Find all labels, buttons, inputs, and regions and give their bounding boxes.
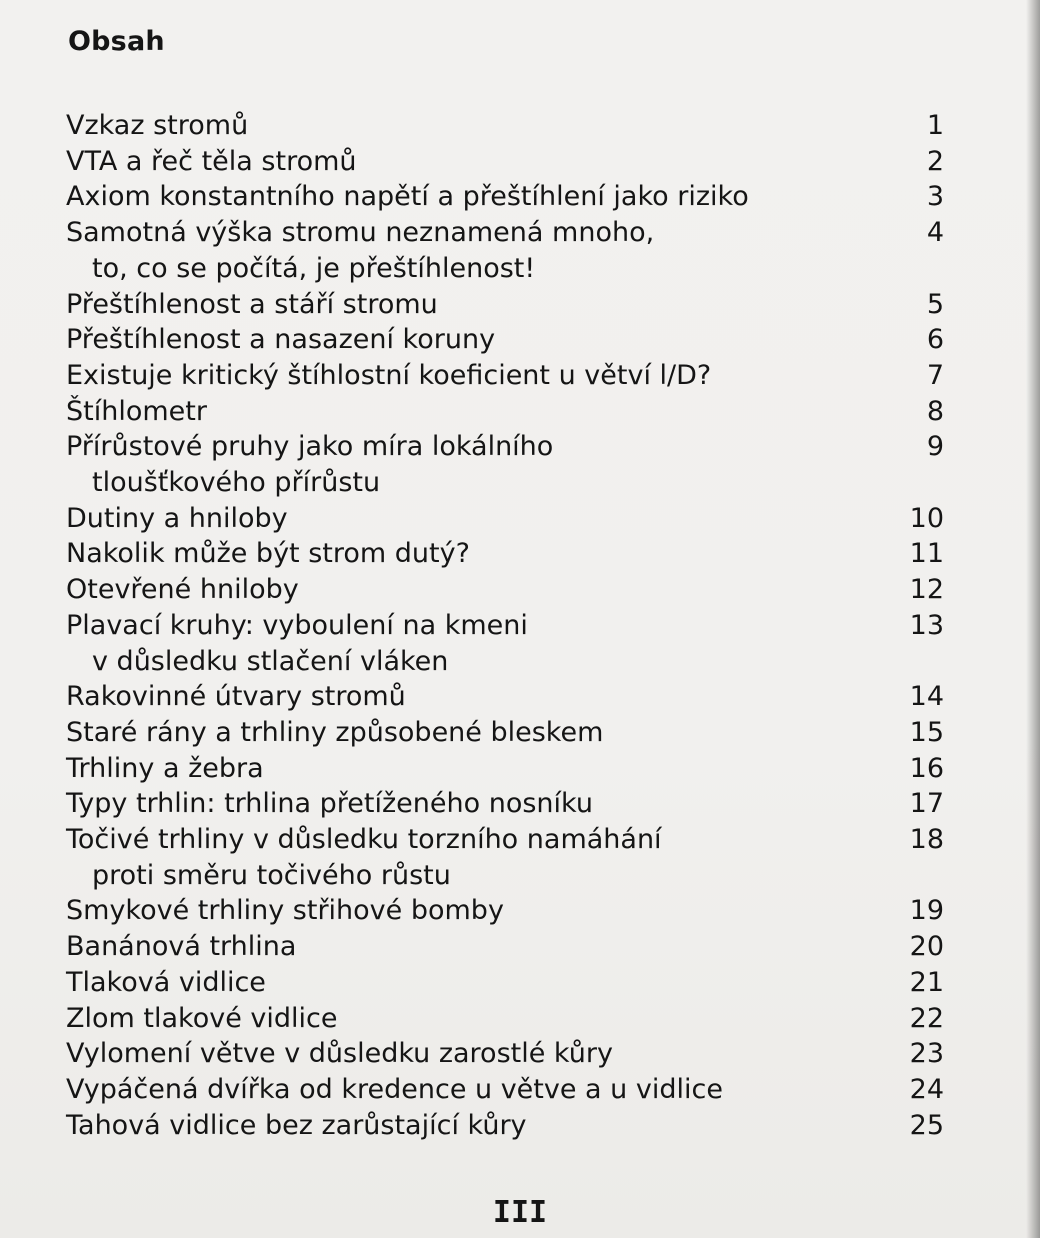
toc-entry-page: 25 <box>909 1109 944 1141</box>
toc-entry-page: 14 <box>909 681 944 713</box>
toc-entry-line <box>0 715 1040 751</box>
toc-entry-line <box>0 929 1040 965</box>
toc-entry-page: 20 <box>909 931 944 963</box>
toc-entry-line <box>0 572 1040 608</box>
toc-entry-line <box>0 965 1040 1001</box>
page-number: III <box>492 1195 548 1230</box>
toc-entry-line <box>0 1108 1040 1144</box>
toc-entry-page: 4 <box>926 217 944 249</box>
toc-entry-title: Vzkaz stromů <box>66 110 249 141</box>
toc-entry-title: tloušťkového přírůstu <box>92 467 381 498</box>
toc-entry-page: 6 <box>926 324 944 356</box>
toc-entry-title: proti směru točivého růstu <box>92 859 451 891</box>
toc-entry-title: Trhliny a žebra <box>66 752 264 784</box>
toc-entry-title: Staré rány a trhliny způsobené bleskem <box>66 716 604 748</box>
toc-entry-title: Smykové trhliny střihové bomby <box>66 895 504 927</box>
toc-entry-title: Existuje kritický štíhlostní koeficient u větví l/D? <box>66 359 712 391</box>
toc-entry-title: Přírůstové pruhy jako míra lokálního <box>66 431 554 463</box>
toc-entry-title: Vylomení větve v důsledku zarostlé kůry <box>66 1038 613 1070</box>
toc-entry-page: 18 <box>909 824 944 855</box>
toc-entry-title: Axiom konstantního napětí a přeštíhlení jako riziko <box>66 181 749 213</box>
toc-entry-page: 22 <box>909 1002 944 1034</box>
toc-entry-line <box>0 858 1040 894</box>
toc-entry-line <box>0 751 1040 787</box>
toc-entry-page: 21 <box>909 966 944 998</box>
toc-entry-title: Rakovinné útvary stromů <box>66 681 406 713</box>
toc-entry-title: Dutiny a hniloby <box>66 502 288 534</box>
toc-entry-page: 1 <box>926 110 944 141</box>
toc-entry-page: 12 <box>909 574 944 606</box>
toc-entry-title: Nakolik může být strom dutý? <box>66 538 470 570</box>
toc-entry-line <box>0 429 1040 465</box>
toc-entry-title: Tlaková vidlice <box>66 966 266 998</box>
toc-entry-title: Tahová vidlice bez zarůstající kůry <box>66 1109 527 1141</box>
toc-entry-page: 9 <box>926 431 944 463</box>
toc-entry-line <box>0 1036 1040 1072</box>
toc-entry-line <box>0 644 1040 680</box>
toc-entry-line <box>0 358 1040 394</box>
toc-entry-page: 13 <box>909 609 944 641</box>
toc-entry-line <box>0 1001 1040 1037</box>
toc-entry-line <box>0 287 1040 323</box>
toc-entry-title: Typy trhlin: trhlina přetíženého nosníku <box>66 788 593 820</box>
toc-entry-line <box>0 608 1040 644</box>
toc-entry-title: to, co se počítá, je přeštíhlenost! <box>92 252 536 284</box>
toc-entry-page: 15 <box>909 716 944 748</box>
toc-entry-title: Otevřené hniloby <box>66 574 299 606</box>
toc-entry-title: Samotná výška stromu neznamená mnoho, <box>66 217 655 249</box>
toc-entry-page: 7 <box>926 359 944 391</box>
toc-entry-line <box>0 679 1040 715</box>
toc-entry-page: 3 <box>926 181 944 213</box>
toc-entry-title: Zlom tlakové vidlice <box>66 1002 338 1034</box>
toc-entry-page: 23 <box>909 1038 944 1070</box>
toc-entry-line <box>0 1072 1040 1108</box>
toc-entry-line <box>0 501 1040 537</box>
toc-entry-title: Plavací kruhy: vyboulení na kmeni <box>66 609 528 641</box>
toc-entry-title: Banánová trhlina <box>66 931 297 963</box>
toc-entry-title: VTA a řeč těla stromů <box>66 145 357 177</box>
toc-entry-line <box>0 822 1040 858</box>
toc-entry-line <box>0 251 1040 287</box>
toc-entry-line <box>0 179 1040 215</box>
toc-entry-page: 11 <box>909 538 944 570</box>
toc-entry-line <box>0 144 1040 180</box>
toc-entry-page: 5 <box>926 288 944 320</box>
toc-entry-line <box>0 322 1040 358</box>
toc-entry-line <box>0 786 1040 822</box>
toc-entry-line <box>0 465 1040 501</box>
toc-entry-line <box>0 536 1040 572</box>
toc-entry-page: 24 <box>909 1073 944 1105</box>
toc-entry-page: 17 <box>909 788 944 820</box>
toc-entry-line <box>0 394 1040 430</box>
toc-entry-line <box>0 108 1040 144</box>
toc-entry-title: Přeštíhlenost a nasazení koruny <box>66 324 496 356</box>
toc-entry-line <box>0 893 1040 929</box>
toc-entry-page: 10 <box>909 502 944 534</box>
toc-entry-page: 2 <box>926 145 944 177</box>
toc-entry-page: 19 <box>909 895 944 927</box>
toc-entry-page: 16 <box>909 752 944 784</box>
toc-entry-title: Točivé trhliny v důsledku torzního namáhání <box>66 824 662 855</box>
binding-shadow <box>1026 0 1040 1238</box>
toc-entry-title: Vypáčená dvířka od kredence u větve a u vidlice <box>66 1073 723 1105</box>
toc-entry-line <box>0 215 1040 251</box>
toc-entry-page: 8 <box>926 395 944 427</box>
toc-heading: Obsah <box>68 26 165 57</box>
toc-entry-title: Přeštíhlenost a stáří stromu <box>66 288 438 320</box>
toc-entry-title: Štíhlometr <box>66 395 207 427</box>
toc-entry-title: v důsledku stlačení vláken <box>92 645 449 677</box>
